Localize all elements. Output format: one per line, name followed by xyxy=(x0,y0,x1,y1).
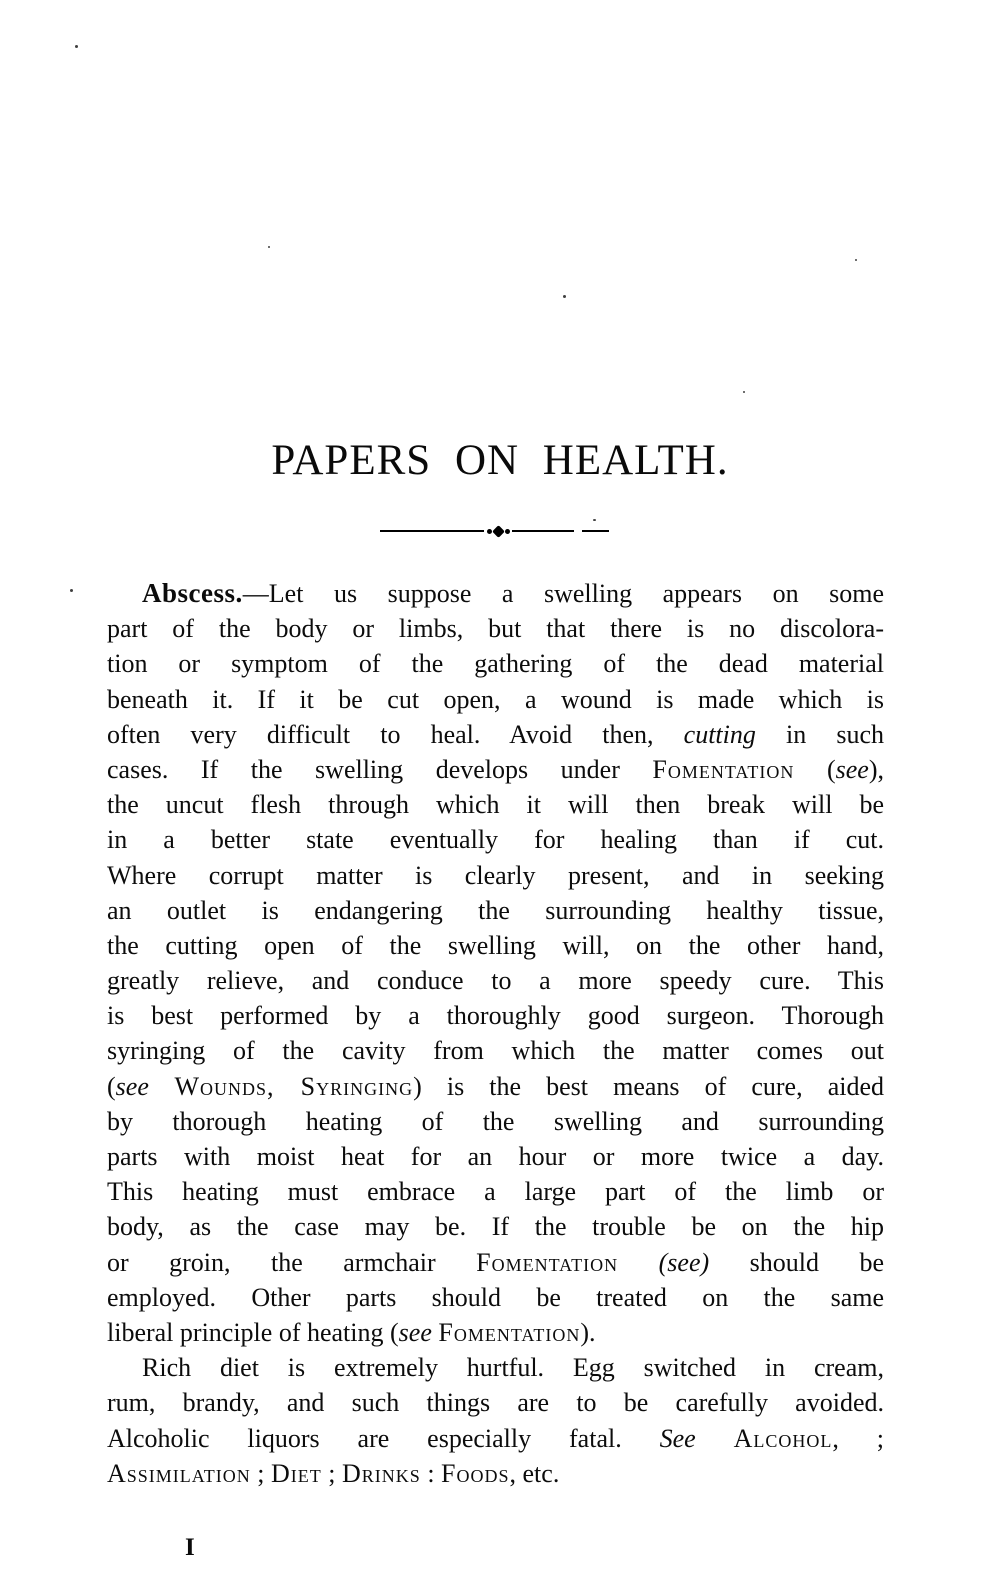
cross-reference-term: Drinks xyxy=(342,1458,421,1488)
text-line-11 xyxy=(107,928,884,963)
divider-gap xyxy=(574,530,582,532)
line-text: ). xyxy=(580,1317,596,1347)
text-line-18 xyxy=(107,1174,884,1209)
line-text: , etc. xyxy=(509,1458,560,1488)
text-line-9 xyxy=(107,858,884,893)
divider-dash xyxy=(582,530,609,532)
text-line-15 xyxy=(107,1069,884,1104)
see-reference: See xyxy=(659,1423,734,1453)
see-reference: see xyxy=(835,754,869,784)
line-text: often very difficult to heal. Avoid then, xyxy=(107,719,684,749)
text-line-10 xyxy=(107,893,884,928)
line-text: the uncut flesh through which it will then break will be xyxy=(107,790,884,820)
divider-rule-right xyxy=(512,530,574,532)
line-text: Alcoholic liquors are especially fatal. xyxy=(107,1423,660,1453)
line-text: is best performed by a thoroughly good surgeon. Thorough xyxy=(107,1001,884,1031)
text-line-26 xyxy=(107,1456,884,1491)
line-text: ) is the best means of cure, aided xyxy=(413,1071,884,1101)
line-text: body, as the case may be. If the trouble be on the hip xyxy=(107,1212,884,1242)
text-line-21 xyxy=(107,1280,884,1315)
line-text: liberal principle of heating ( xyxy=(107,1317,399,1347)
line-text: should be xyxy=(709,1247,884,1277)
line-text: an outlet is endangering the surrounding healthy tissue, xyxy=(107,895,884,925)
signature-mark: I xyxy=(185,1534,195,1561)
line-text: beneath it. If it be cut open, a wound is made which is xyxy=(107,684,884,714)
title-divider xyxy=(380,523,609,539)
cross-reference-term: Foods xyxy=(441,1458,510,1488)
text-line-4 xyxy=(107,682,884,717)
text-line-12 xyxy=(107,963,884,998)
article-body xyxy=(107,576,884,1491)
line-text: rum, brandy, and such things are to be carefully avoided. xyxy=(107,1388,884,1418)
text-line-22 xyxy=(107,1315,884,1350)
line-text: part of the body or limbs, but that there is no discolora- xyxy=(107,614,884,644)
text-line-25 xyxy=(107,1421,884,1456)
line-text: by thorough heating of the swelling and surrounding xyxy=(107,1106,884,1136)
cross-reference-term: Fomentation xyxy=(438,1317,581,1347)
text-line-16 xyxy=(107,1104,884,1139)
scan-speck xyxy=(743,391,745,393)
scan-speck xyxy=(75,45,78,48)
line-text: Rich diet is extremely hurtful. Egg switched in cream, xyxy=(142,1353,884,1383)
line-text: ( xyxy=(107,1071,116,1101)
page-title: PAPERS ON HEALTH. xyxy=(271,437,729,484)
text-line-19 xyxy=(107,1209,884,1244)
cross-reference-term: Fomentation xyxy=(652,754,795,784)
divider-ornament xyxy=(484,527,512,536)
scan-speck xyxy=(70,589,73,592)
scan-speck xyxy=(563,295,566,298)
cross-reference-term: Fomentation xyxy=(476,1247,619,1277)
line-text: ( xyxy=(794,754,836,784)
line-text: syringing of the cavity from which the matter comes out xyxy=(107,1036,884,1066)
scan-speck xyxy=(855,259,857,261)
text-line-23 xyxy=(107,1350,884,1385)
text-line-5 xyxy=(107,717,884,752)
see-reference: see xyxy=(115,1071,149,1101)
line-text: : xyxy=(420,1458,442,1488)
scan-speck xyxy=(268,246,270,248)
line-text: ; xyxy=(321,1458,343,1488)
line-text: tion or symptom of the gathering of the dead material xyxy=(107,649,884,679)
line-text: parts with moist heat for an hour or more twice a day. xyxy=(107,1142,884,1171)
cross-reference-term: Wounds, Syringing xyxy=(148,1071,414,1101)
line-text: —Let us suppose a swelling appears on some xyxy=(242,579,884,608)
text-line-2 xyxy=(107,611,884,646)
text-line-3 xyxy=(107,646,884,681)
scan-speck xyxy=(593,519,596,521)
line-text: , ; xyxy=(832,1423,884,1453)
see-reference: see xyxy=(398,1317,439,1347)
line-text: ; xyxy=(250,1458,272,1488)
line-text: cases. If the swelling develops under xyxy=(107,754,653,784)
cross-reference-term: Assimilation xyxy=(107,1458,251,1488)
line-text: employed. Other parts should be treated on the same xyxy=(107,1282,884,1312)
line-text: Where corrupt matter is clearly present, and in seeking xyxy=(107,860,884,890)
cross-reference-term: Diet xyxy=(271,1458,322,1488)
entry-heading: Abscess. xyxy=(142,578,243,608)
text-line-17 xyxy=(107,1139,884,1174)
text-line-24 xyxy=(107,1385,884,1420)
line-text: ), xyxy=(868,754,884,784)
text-line-1 xyxy=(107,576,884,611)
cross-reference-term: Alcohol xyxy=(733,1423,833,1453)
divider-rule-left xyxy=(380,530,484,532)
emphasis-term: cutting xyxy=(683,719,756,749)
text-line-6 xyxy=(107,752,884,787)
line-text: in a better state eventually for healing than if cut. xyxy=(107,825,884,855)
line-text: This heating must embrace a large part of the limb or xyxy=(107,1177,884,1207)
text-line-13 xyxy=(107,998,884,1033)
line-text: the cutting open of the swelling will, on the other hand, xyxy=(107,930,884,960)
line-text: in such xyxy=(755,719,884,749)
text-line-7 xyxy=(107,787,884,822)
see-reference: (see) xyxy=(618,1247,710,1277)
line-text: or groin, the armchair xyxy=(107,1247,477,1277)
line-text: greatly relieve, and conduce to a more speedy cure. This xyxy=(107,966,884,996)
text-line-14 xyxy=(107,1033,884,1068)
text-line-8 xyxy=(107,822,884,857)
text-line-20 xyxy=(107,1245,884,1280)
